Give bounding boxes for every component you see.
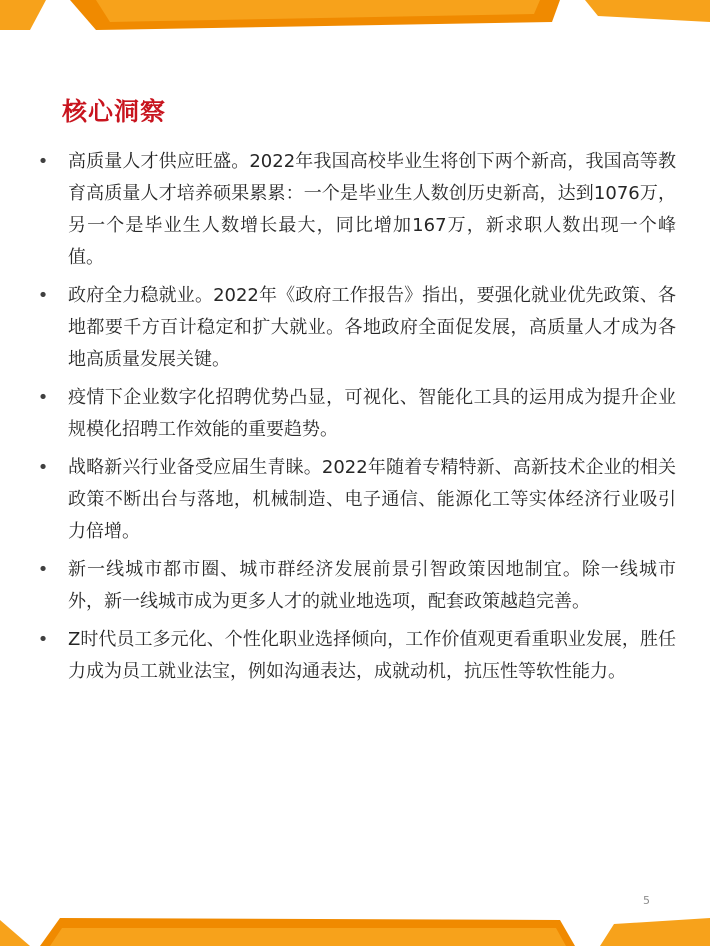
bullet-icon: • bbox=[37, 285, 49, 306]
bottom-band-graphic bbox=[0, 906, 710, 946]
page-number: 5 bbox=[643, 894, 650, 907]
insight-text: 政府全力稳就业。2022年《政府工作报告》指出，要强化就业优先政策、各地都要千方百计稳定和扩大就业。各地政府全面促发展，高质量人才成为各地高质量发展关键。 bbox=[68, 285, 676, 370]
insight-text: 疫情下企业数字化招聘优势凸显，可视化、智能化工具的运用成为提升企业规模化招聘工作效能的重要趋势。 bbox=[68, 387, 676, 440]
insight-item-6 bbox=[36, 624, 676, 688]
insight-item-2 bbox=[36, 280, 676, 376]
insight-item-4 bbox=[36, 452, 676, 548]
bullet-icon: • bbox=[37, 559, 49, 580]
bullet-icon: • bbox=[37, 151, 49, 172]
insight-item-5 bbox=[36, 554, 676, 618]
bullet-icon: • bbox=[37, 457, 49, 478]
insight-text: Z时代员工多元化、个性化职业选择倾向，工作价值观更看重职业发展，胜任力成为员工就业法宝，例如沟通表达，成就动机，抗压性等软性能力。 bbox=[68, 629, 676, 682]
bullet-icon: • bbox=[37, 387, 49, 408]
bottom-decorative-band bbox=[0, 906, 710, 946]
insight-item-1 bbox=[36, 146, 676, 274]
section-heading: 核心洞察 bbox=[62, 97, 167, 126]
insight-text: 高质量人才供应旺盛。2022年我国高校毕业生将创下两个新高，我国高等教育高质量人才培养硕果累累：一个是毕业生人数创历史新高，达到1076万，另一个是毕业生人数增长最大，同比增加167万，新求职人数出现一个峰值。 bbox=[68, 151, 676, 268]
top-band-graphic bbox=[0, 0, 710, 40]
top-decorative-band bbox=[0, 0, 710, 40]
insight-text: 新一线城市都市圈、城市群经济发展前景引智政策因地制宜。除一线城市外，新一线城市成为更多人才的就业地选项，配套政策越趋完善。 bbox=[68, 559, 676, 612]
insight-bullet-list bbox=[36, 146, 676, 694]
insight-item-3 bbox=[36, 382, 676, 446]
bullet-icon: • bbox=[37, 629, 49, 650]
insight-text: 战略新兴行业备受应届生青睐。2022年随着专精特新、高新技术企业的相关政策不断出台与落地，机械制造、电子通信、能源化工等实体经济行业吸引力倍增。 bbox=[68, 457, 676, 542]
